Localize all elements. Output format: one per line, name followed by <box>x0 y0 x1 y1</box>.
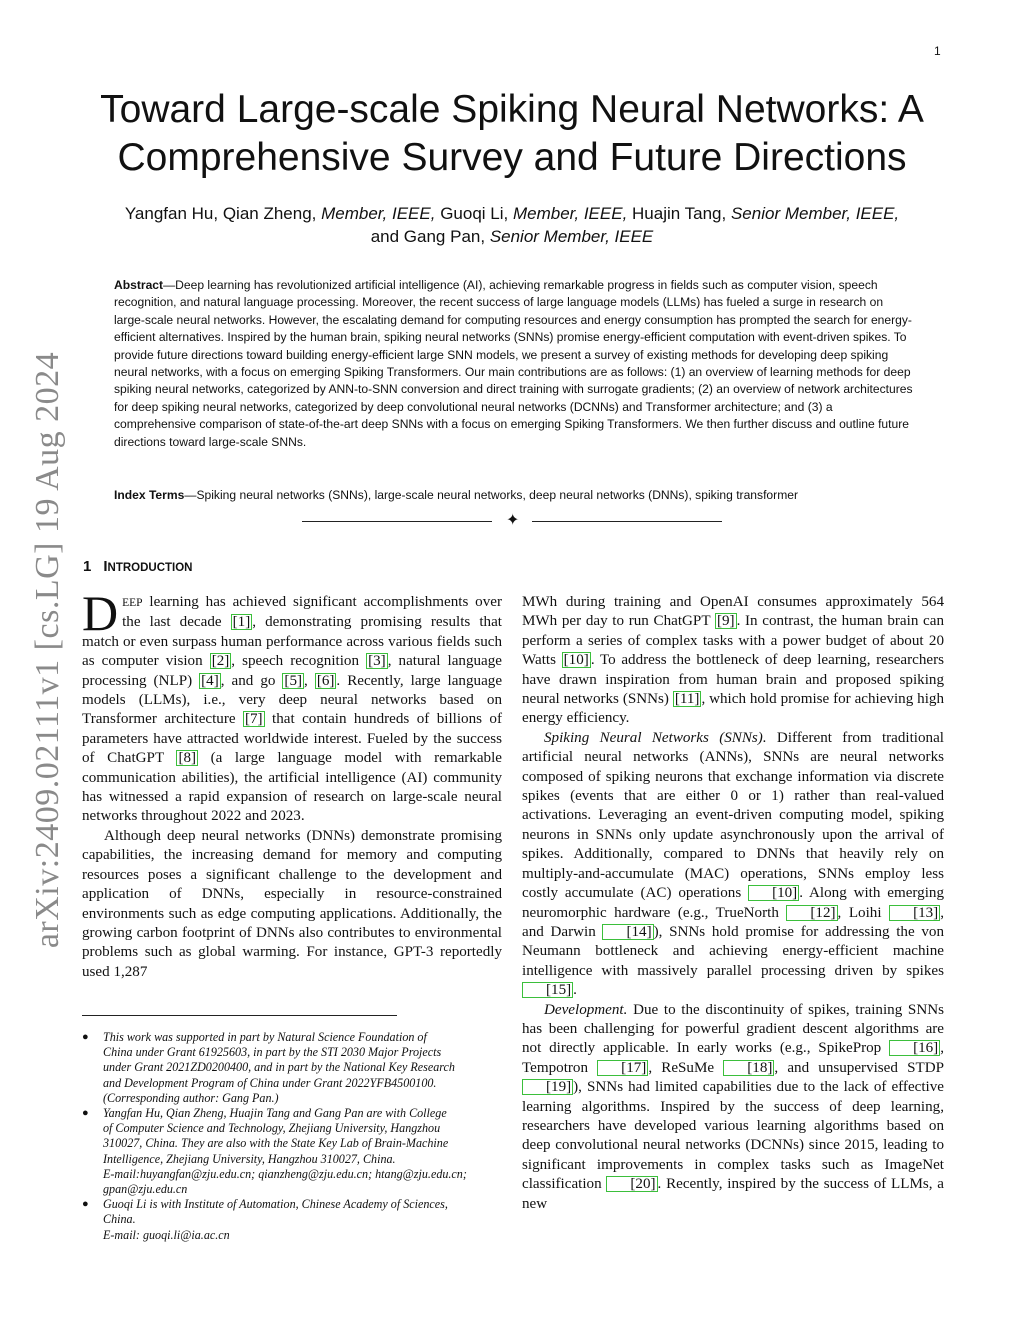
section-heading <box>83 558 192 575</box>
citation-link[interactable]: [18] <box>723 1060 774 1076</box>
paragraph-intro-1 <box>82 585 503 827</box>
paragraph-label: Spiking Neural Networks (SNNs). <box>544 729 767 746</box>
footnote-line: 310027, China. They are also with the State Key Lab of Brain-Machine <box>103 1136 449 1151</box>
text-run: . To address the bottleneck of deep learning, researchers have drawn inspiration from human brain and proposed spiking neural networks (SNNs) <box>522 652 944 708</box>
index-terms-label: Index Terms <box>114 488 185 502</box>
bullet-icon: ● <box>82 1031 89 1043</box>
text-run: . In contrast, the human brain can perform a series of complex tasks with a power budget of about 20 Watts <box>522 613 944 669</box>
text-run: , Loihi <box>837 904 890 921</box>
text-run: , speech recognition <box>231 653 367 670</box>
section-divider <box>302 511 722 531</box>
citation-link[interactable]: [6] <box>316 672 335 689</box>
text-run: Different from traditional artificial neural networks (ANNs), SNNs are neural networks composed of spiking neurons that exchange information via discrete spikes (events that are either 0 or 1) rather than real-valued activations. Leveraging an event-driven computing model, spiking neurons in SNNs only update asynchronously upon the arrival of spikes. Additionally, compared to DNNs that heavily rely on multiply-and-accumulate (MAC) operations, SNNs employ less costly accumulate (AC) operations <box>522 729 944 902</box>
footnote-line: of Computer Science and Technology, Zhejiang University, Hangzhou <box>103 1121 441 1136</box>
footnote-line: Guoqi Li is with Institute of Automation, Chinese Academy of Sciences, <box>103 1197 448 1212</box>
footnote-rule <box>82 1015 397 1016</box>
citation-link[interactable]: [19] <box>522 1079 573 1095</box>
text-run: . Along with emerging neuromorphic hardware (e.g., TrueNorth <box>522 885 944 921</box>
citation-link[interactable]: [14] <box>602 924 653 940</box>
footnote-email-line: E-mail:huyangfan@zju.edu.cn; qianzheng@zju.edu.cn; htang@zju.edu.cn; <box>103 1166 467 1181</box>
left-column <box>82 585 503 982</box>
paragraph-energy <box>522 593 944 729</box>
text-run: , and Darwin <box>522 904 944 940</box>
author-list <box>70 202 954 248</box>
page-number: 1 <box>934 44 941 58</box>
text-run: , <box>304 672 315 689</box>
text-run: (a large language model with remarkable communication abilities), the artificial intelligence (AI) community has witnessed a rapid expansion of research on large-scale neural networks throughout 2022 and 2023. <box>82 750 502 825</box>
footnote-line: This work was supported in part by Natural Science Foundation of <box>103 1030 427 1044</box>
citation-link[interactable]: [3] <box>368 653 386 670</box>
citation-link[interactable]: [12] <box>786 905 837 921</box>
citation-link[interactable]: [5] <box>284 672 303 689</box>
citation-link[interactable]: [1] <box>232 614 251 631</box>
author-role-1: Member, IEEE, <box>321 204 436 223</box>
text-run: , demonstrating promising results that match or even surpass human performance across various fields such as computer vision <box>82 614 502 670</box>
section-title-initial: I <box>103 558 108 575</box>
text-run: Due to the discontinuity of spikes, training SNNs has been challenging for powerful gradient descent algorithms are not directly applicable. In early works (e.g., SpikeProp <box>522 1001 944 1057</box>
footnote-email-line: E-mail: guoqi.li@ia.ac.cn <box>103 1227 230 1242</box>
citation-link[interactable]: [4] <box>201 672 219 689</box>
paragraph-intro-2: Although deep neural networks (DNNs) demonstrate promising capabilities, the increasing demand for memory and computing resources poses a significant challenge to the development and application of DNNs, especially in resource-constrained environments such as edge computing applications. Additionally, the growing carbon footprint of DNNs also contributes to environmental problems such as global warming. For instance, GPT-3 reportedly used 1,287 <box>82 827 502 980</box>
right-column <box>522 593 944 1214</box>
arxiv-identifier-stamp: arXiv:2409.02111v1 [cs.LG] 19 Aug 2024 <box>29 351 66 949</box>
paper-title: Toward Large-scale Spiking Neural Networks: A Comprehensive Survey and Future Directions <box>100 88 924 179</box>
abstract-text: —Deep learning has revolutionized artificial intelligence (AI), achieving remarkable progress in fields such as computer vision, speech recognition, and natural language processing. Moreover, the recent success of large language models (LLMs) has fueled a surge in research on large-scale neural networks. However, the escalating demand for computing resources and energy consumption has prompted the search for energy-efficient alternatives. Inspired by the human brain, spiking neural networks (SNNs) promise energy-efficient computation with event-driven spikes. To provide future directions toward building energy-efficient large SNN models, we present a survey of existing methods for developing deep spiking neural networks, with a focus on emerging Spiking Transformers. Our main contributions are as follows: (1) an overview of learning methods for deep spiking neural networks, categorized by ANN-to-SNN conversion and direct training with surrogate gradients; (2) an overview of network architectures for deep spiking neural networks, categorized by deep convolutional neural networks (DCNNs) and Transformer architecture; and (3) a comprehensive comparison of state-of-the-art deep SNNs with a focus on emerging Spiking Transformers. We then further discuss and outline future directions toward large-scale SNNs. <box>114 278 913 449</box>
citation-link[interactable]: [2] <box>211 653 230 670</box>
text-run: ), SNNs hold promise for addressing the von Neumann bottleneck and achieving energy-efficient machine intelligence with massively parallel processing driven by spikes <box>522 923 945 979</box>
bullet-icon: ● <box>82 1198 89 1211</box>
footnotes <box>82 1030 504 1243</box>
text-run: , natural language processing (NLP) <box>82 653 502 689</box>
divider-star-icon: ✦ <box>506 512 520 529</box>
citation-link[interactable]: [7] <box>244 711 263 728</box>
text-run: ), SNNs had limited capabilities due to the lack of effective learning algorithms. Inspired by the success of deep learning, researchers have developed various learning algorithms based on deep convolutional neural networks (DCNNs) since 2015, leading to significant improvements in complex tasks such as ImageNet classification <box>522 1079 944 1193</box>
paragraph-snns <box>522 729 944 1001</box>
citation-link[interactable]: [11] <box>674 691 700 708</box>
footnote-affiliation-zju <box>82 1106 504 1197</box>
text-run: , and go <box>220 672 283 689</box>
footnote-line: Yangfan Hu, Qian Zheng, Huajin Tang and Gang Pan are with College <box>103 1106 447 1121</box>
footnote-line: Intelligence, Zhejiang University, Hangzhou 310027, China. <box>103 1151 396 1166</box>
text-run: learning has achieved significant accomplishments over the last decade <box>122 594 502 631</box>
author-role-4: Senior Member, IEEE <box>489 227 654 246</box>
text-run: . <box>573 982 577 999</box>
footnote-email-line: gpan@zju.edu.cn <box>103 1182 188 1197</box>
footnote-funding <box>82 1030 504 1106</box>
footnote-affiliation-cas <box>82 1197 504 1243</box>
author-group-3: Huajin Tang, <box>632 204 727 223</box>
citation-link[interactable]: [16] <box>889 1040 940 1056</box>
author-group-2: Guoqi Li, <box>440 204 509 223</box>
abstract-label: Abstract <box>114 278 164 292</box>
footnote-line: China. <box>103 1212 136 1227</box>
citation-link[interactable]: [8] <box>178 750 197 767</box>
paragraph-label: Development. <box>544 1001 628 1018</box>
citation-link[interactable]: [10] <box>563 652 589 669</box>
text-run: , ReSuMe <box>648 1059 724 1076</box>
text-run: , which hold promise for achieving high energy efficiency. <box>522 691 944 727</box>
citation-link[interactable]: [20] <box>606 1176 657 1192</box>
divider-line-left <box>302 521 492 522</box>
section-number: 1 <box>83 558 92 575</box>
footnote-line: and Development Program of China under Grant 2022YFB4500100. <box>103 1075 437 1090</box>
text-run: . Recently, inspired by the success of LLMs, a new <box>522 1176 945 1212</box>
text-run: , and unsupervised STDP <box>774 1059 944 1076</box>
citation-link[interactable]: [10] <box>748 885 799 901</box>
text-run: , Tempotron <box>522 1040 944 1076</box>
author-role-2: Member, IEEE, <box>512 204 628 223</box>
citation-link[interactable]: [13] <box>889 905 940 921</box>
author-group-1: Yangfan Hu, Qian Zheng, <box>124 204 317 223</box>
footnote-line: (Corresponding author: Gang Pan.) <box>103 1090 279 1105</box>
text-run: . Recently, large language models (LLMs), i.e., very deep neural networks based on Transformer architecture <box>82 672 503 728</box>
citation-link[interactable]: [9] <box>716 613 735 630</box>
footnote-line: China under Grant 61925603, in part by the STI 2030 Major Projects <box>103 1045 442 1060</box>
index-terms-text: —Spiking neural networks (SNNs), large-scale neural networks, deep neural networks (DNNs), spiking transformer <box>184 488 799 502</box>
author-role-3: Senior Member, IEEE, <box>730 204 900 223</box>
index-terms <box>114 487 914 504</box>
citation-link[interactable]: [15] <box>522 982 573 998</box>
drop-cap-continuation: EEP <box>122 597 143 609</box>
citation-link[interactable]: [17] <box>597 1060 648 1076</box>
author-group-4: and Gang Pan, <box>370 227 486 246</box>
text-run: MWh during training and OpenAI consumes approximately 564 MWh per day to run ChatGPT <box>522 594 944 630</box>
drop-cap: D <box>82 585 119 641</box>
footnote-line: under Grant 2021ZD0200400, and in part by the National Key Research <box>103 1060 455 1075</box>
divider-line-right <box>532 521 722 522</box>
section-title-rest: NTRODUCTION <box>107 562 193 574</box>
paragraph-development <box>522 1001 944 1214</box>
text-run: that contain hundreds of billions of parameters have attracted worldwide interest. Fueled by the success of ChatGPT <box>82 711 502 767</box>
bullet-icon: ● <box>82 1107 89 1120</box>
abstract <box>114 277 914 451</box>
